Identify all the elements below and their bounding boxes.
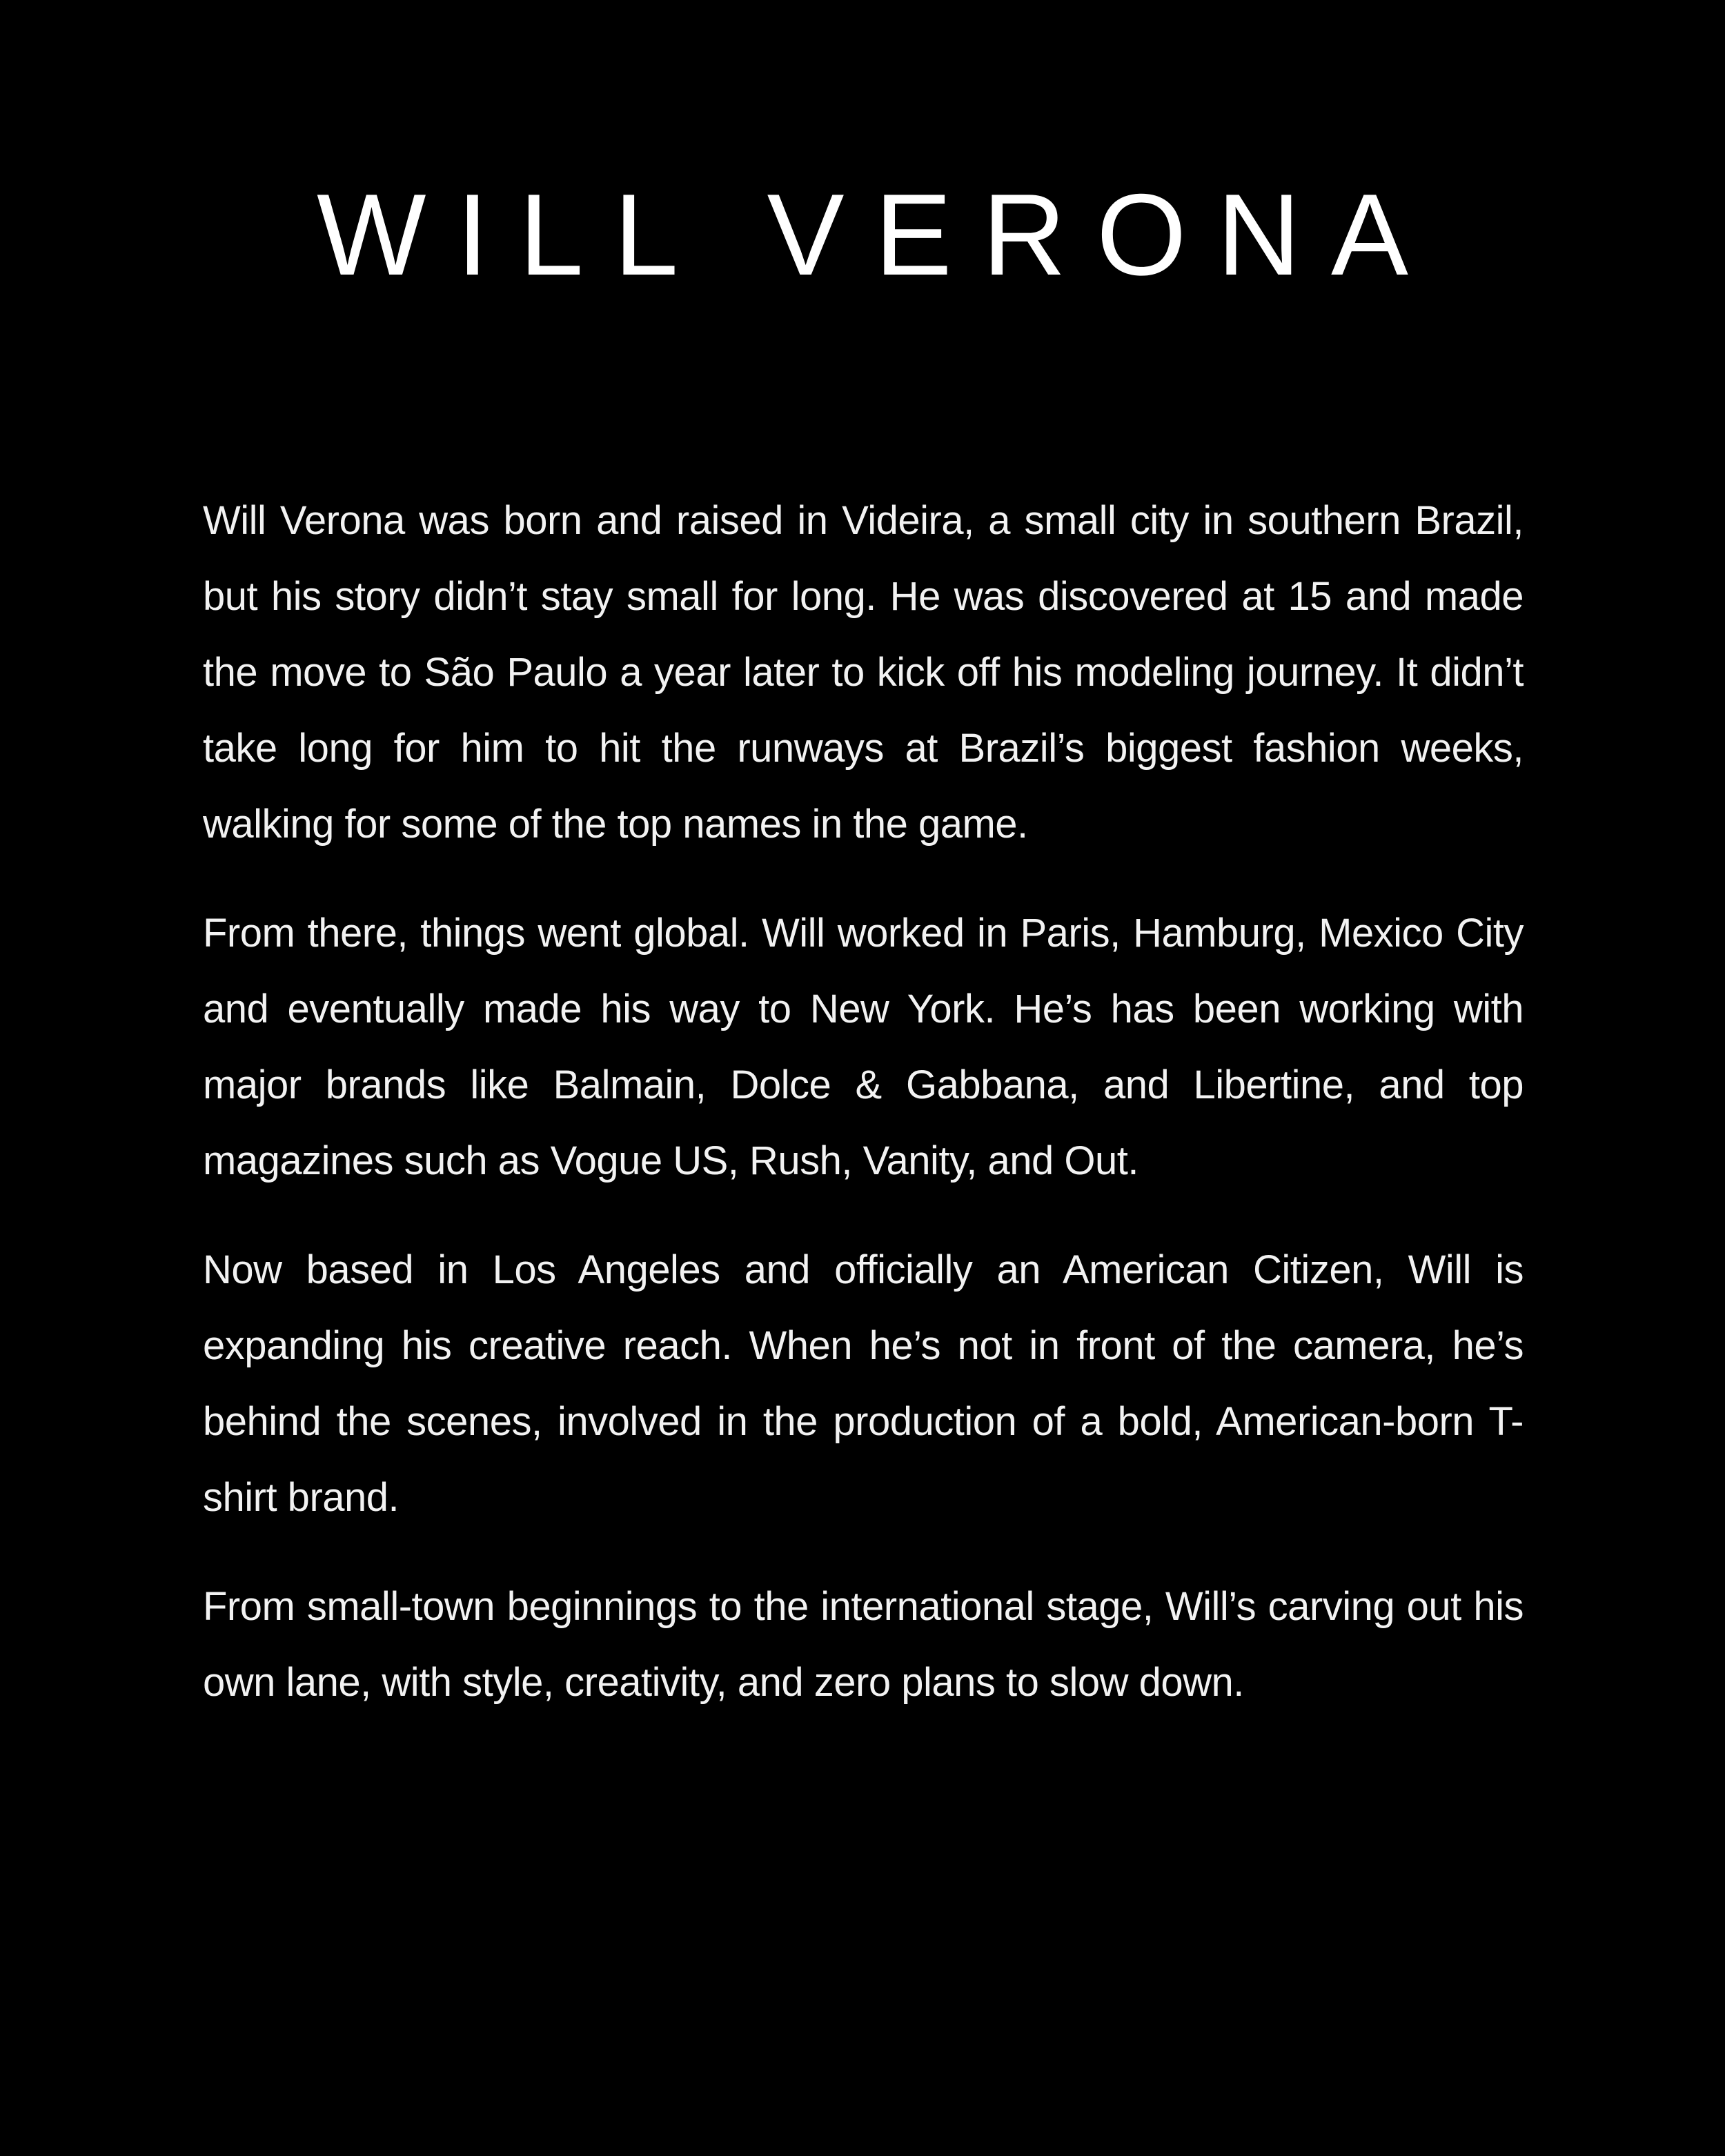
page-title: WILL VERONA [316, 170, 1439, 299]
bio-paragraph-2: From there, things went global. Will worked in Paris, Hamburg, Mexico City and eventually made his way to New York. He’s has been working with major brands like Balmain, Dolce & Gabbana, and Libertine, and top magazines such as Vogue US, Rush, Vanity, and Out. [203, 911, 1524, 1183]
bio-body [203, 483, 1524, 1754]
bio-paragraph-1: Will Verona was born and raised in Videira, a small city in southern Brazil, but his story didn’t stay small for long. He was discovered at 15 and made the move to São Paulo a year later to kick off his modeling journey. It didn’t take long for him to hit the runways at Brazil’s biggest fashion weeks, walking for some of the top names in the game. [203, 498, 1524, 847]
bio-paragraph-4: From small-town beginnings to the international stage, Will’s carving out his own lane, with style, creativity, and zero plans to slow down. [203, 1584, 1524, 1705]
bio-paragraph-3: Now based in Los Angeles and officially an American Citizen, Will is expanding his creative reach. When he’s not in front of the camera, he’s behind the scenes, involved in the production of a bold, American-born T-shirt brand. [203, 1247, 1524, 1520]
